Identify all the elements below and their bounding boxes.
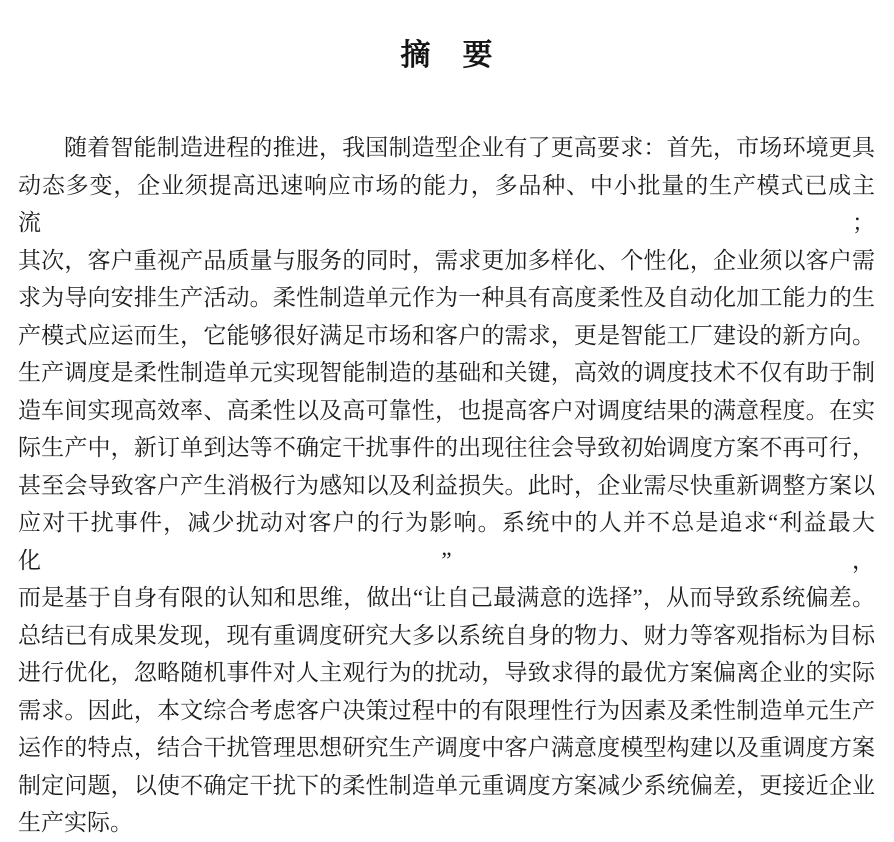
- paragraph-line: 总结已有成果发现，现有重调度研究大多以系统自身的物力、财力等客观指标为目标: [18, 622, 875, 648]
- paragraph-line: 求为导向安排生产活动。柔性制造单元作为一种具有高度柔性及自动化加工能力的生: [18, 285, 875, 310]
- paragraph-line: 际生产中，新订单到达等不确定干扰事件的出现往往会导致初始调度方案不再可行，: [18, 435, 875, 460]
- paragraph-line: 运作的特点，结合干扰管理思想研究生产调度中客户满意度模型构建以及重调度方案: [18, 735, 875, 760]
- paragraph-line: 随着智能制造进程的推进，我国制造型企业有了更高要求：首先，市场环境更具: [64, 135, 875, 160]
- paragraph-line: 其次，客户重视产品质量与服务的同时，需求更加多样化、个性化，企业须以客户需: [18, 247, 875, 273]
- paragraph-line: 产模式应运而生，它能够很好满足市场和客户的需求，更是智能工厂建设的新方向。: [18, 322, 875, 348]
- paragraph-line: 生产实际。: [18, 810, 133, 835]
- paragraph-line: 甚至会导致客户产生消极行为感知以及利益损失。此时，企业需尽快重新调整方案以: [18, 472, 875, 498]
- page-title: 摘 要: [400, 39, 494, 72]
- paragraph-line: 造车间实现高效率、高柔性以及高可靠性，也提高客户对调度结果的满意程度。在实: [18, 397, 875, 423]
- paragraph-line: 应对干扰事件，减少扰动对客户的行为影响。系统中的人并不总是追求“利益最大化”，: [18, 510, 875, 573]
- paragraph-line: 进行优化，忽略随机事件对人主观行为的扰动，导致求得的最优方案偏离企业的实际: [18, 660, 875, 685]
- paragraph-line: 而是基于自身有限的认知和思维，做出“让自己最满意的选择”，从而导致系统偏差。: [18, 585, 875, 610]
- paragraph-line: 动态多变，企业须提高迅速响应市场的能力，多品种、中小批量的生产模式已成主流；: [18, 172, 875, 235]
- paragraph-line: 生产调度是柔性制造单元实现智能制造的基础和关键，高效的调度技术不仅有助于制: [18, 360, 875, 385]
- paragraph-line: 制定问题，以使不确定干扰下的柔性制造单元重调度方案减少系统偏差，更接近企业: [18, 772, 875, 798]
- paragraph-line: 需求。因此，本文综合考虑客户决策过程中的有限理性行为因素及柔性制造单元生产: [18, 697, 875, 723]
- abstract-paragraph: [18, 129, 875, 842]
